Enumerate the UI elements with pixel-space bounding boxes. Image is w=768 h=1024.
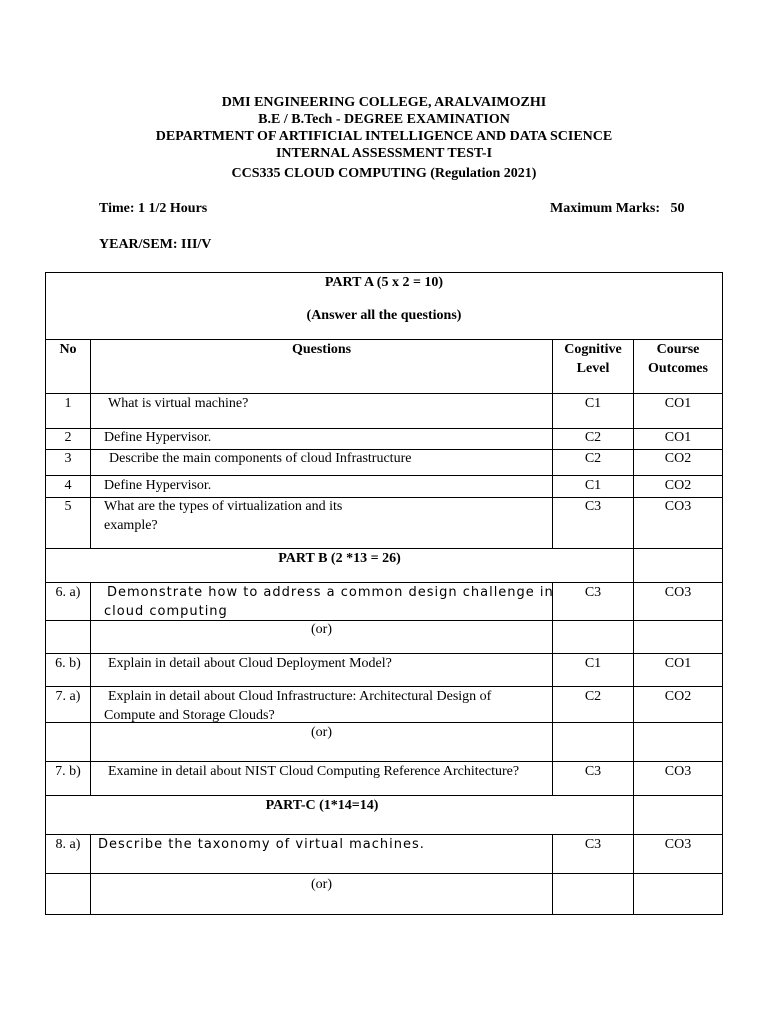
column-header-course-outcomes (634, 340, 722, 378)
part-c-title: PART-C (1*14=14) (265, 798, 379, 813)
row-1-no: 1 (64, 396, 72, 411)
q8a-outcome: CO3 (664, 837, 692, 852)
q6a-question (104, 583, 554, 621)
q7a-cognitive: C2 (584, 689, 602, 704)
or-separator-1: (or) (311, 622, 332, 637)
row-2-outcome: CO1 (664, 430, 692, 445)
row-3-outcome: CO2 (664, 451, 692, 466)
row-3-cognitive: C2 (584, 451, 602, 466)
q7a-question-line-2: Compute and Storage Clouds? (104, 708, 275, 723)
q6a-question-line-1: Demonstrate how to address a common design challenge in (107, 585, 554, 600)
q7b-cognitive: C3 (584, 764, 602, 779)
q7a-no: 7. a) (55, 689, 81, 704)
row-4-no: 4 (64, 478, 72, 493)
q7b-no: 7. b) (55, 764, 81, 779)
q6b-question: Explain in detail about Cloud Deployment Model? (108, 656, 392, 671)
row-5-no: 5 (64, 499, 72, 514)
year-sem: YEAR/SEM: III/V (99, 237, 212, 252)
row-1-cognitive: C1 (584, 396, 602, 411)
or-separator-2: (or) (311, 725, 332, 740)
part-b-title: PART B (2 *13 = 26) (278, 551, 401, 566)
row-2-question: Define Hypervisor. (104, 430, 212, 445)
q7b-outcome: CO3 (664, 764, 692, 779)
cognitive-line-1: Cognitive (564, 342, 622, 357)
q7a-outcome: CO2 (664, 689, 692, 704)
cognitive-line-2: Level (576, 361, 610, 376)
course-name: CCS335 CLOUD COMPUTING (Regulation 2021) (231, 166, 537, 181)
row-5-outcome: CO3 (664, 499, 692, 514)
maximum-marks: Maximum Marks: 50 (550, 201, 685, 216)
q7a-question-line-1: Explain in detail about Cloud Infrastructure: Architectural Design of (108, 689, 492, 704)
row-5-cognitive: C3 (584, 499, 602, 514)
q6b-no: 6. b) (55, 656, 81, 671)
row-4-outcome: CO2 (664, 478, 692, 493)
course-line-2: Outcomes (648, 361, 708, 376)
college-name: DMI ENGINEERING COLLEGE, ARALVAIMOZHI (221, 95, 547, 110)
exam-title: B.E / B.Tech - DEGREE EXAMINATION (258, 112, 510, 127)
row-3-question: Describe the main components of cloud Infrastructure (109, 451, 412, 466)
part-a-title: PART A (5 x 2 = 10) (324, 275, 444, 290)
q8a-cognitive: C3 (584, 837, 602, 852)
q6b-cognitive: C1 (584, 656, 602, 671)
q6a-no: 6. a) (55, 585, 81, 600)
column-header-no: No (59, 342, 77, 357)
course-line-1: Course (656, 342, 700, 357)
row-4-cognitive: C1 (584, 478, 602, 493)
column-header-cognitive-level (553, 340, 633, 378)
row-5-question-line-1: What are the types of virtualization and its (104, 499, 343, 514)
q6a-cognitive: C3 (584, 585, 602, 600)
exam-time: Time: 1 1/2 Hours (99, 201, 208, 216)
row-1-outcome: CO1 (664, 396, 692, 411)
part-a-instruction: (Answer all the questions) (306, 308, 462, 323)
q6a-outcome: CO3 (664, 585, 692, 600)
q7a-question (104, 687, 491, 725)
column-header-questions: Questions (291, 342, 352, 357)
row-3-no: 3 (64, 451, 72, 466)
q7b-question: Examine in detail about NIST Cloud Computing Reference Architecture? (108, 764, 520, 779)
test-name: INTERNAL ASSESSMENT TEST-I (275, 146, 493, 161)
department-name: DEPARTMENT OF ARTIFICIAL INTELLIGENCE AND DATA SCIENCE (155, 129, 613, 144)
q6a-question-line-2: cloud computing (104, 604, 228, 619)
q6b-outcome: CO1 (664, 656, 692, 671)
row-2-no: 2 (64, 430, 72, 445)
row-5-question-line-2: example? (104, 518, 158, 533)
q8a-question: Describe the taxonomy of virtual machines. (98, 837, 425, 852)
or-separator-3: (or) (311, 877, 332, 892)
row-1-question: What is virtual machine? (108, 396, 249, 411)
row-2-cognitive: C2 (584, 430, 602, 445)
q8a-no: 8. a) (55, 837, 81, 852)
row-4-question: Define Hypervisor. (104, 478, 212, 493)
row-5-question (104, 497, 342, 535)
